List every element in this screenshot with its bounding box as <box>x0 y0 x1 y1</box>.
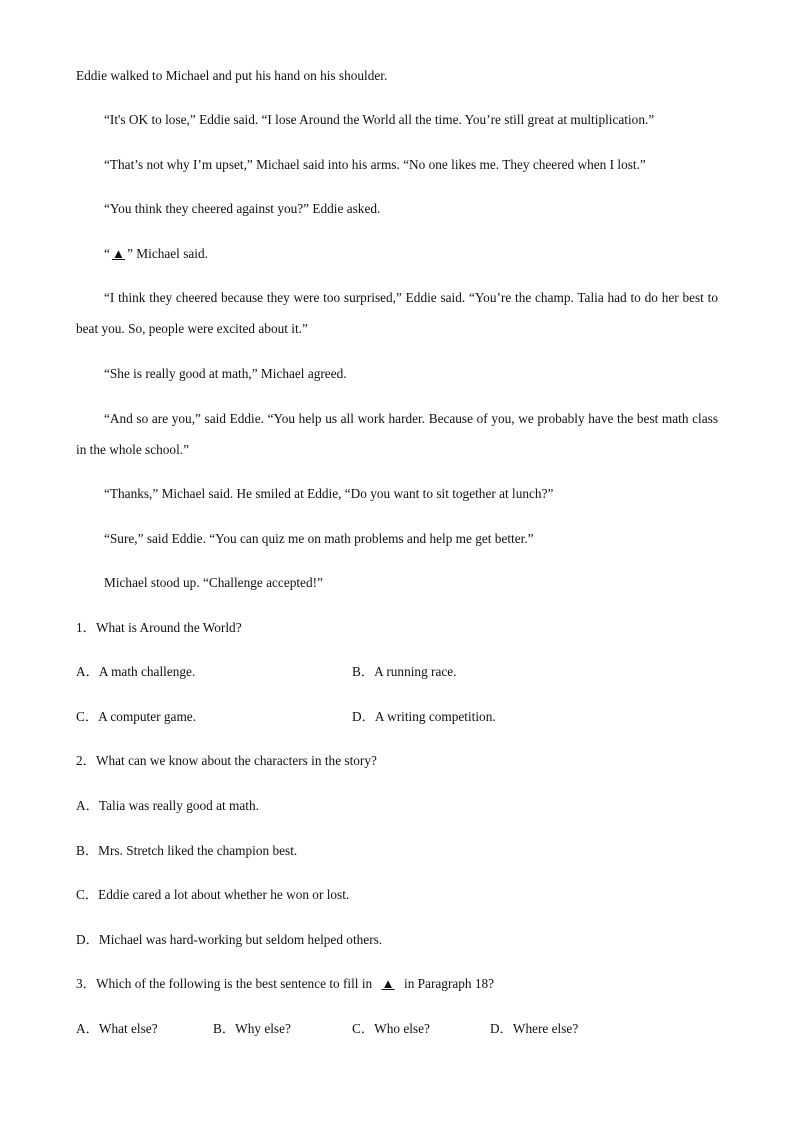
question-2-option-c[interactable]: C．Eddie cared a lot about whether he won or lost. <box>76 887 350 902</box>
quote-open: “ <box>104 246 110 261</box>
story-paragraph-1: Eddie walked to Michael and put his hand on his shoulder. <box>76 68 388 83</box>
question-1-stem: 1．What is Around the World? <box>76 620 242 635</box>
question-1-option-d[interactable]: D．A writing competition. <box>352 709 496 724</box>
story-paragraph-5 <box>104 246 208 262</box>
question-1-option-c[interactable]: C．A computer game. <box>76 709 197 724</box>
question-1-option-b[interactable]: B．A running race. <box>352 664 457 679</box>
story-paragraph-11: Michael stood up. “Challenge accepted!” <box>104 575 323 590</box>
story-paragraph-6: “I think they cheered because they were too surprised,” Eddie said. “You’re the champ. Talia had to do her best to beat you. So, people were excited about it.” <box>76 290 718 336</box>
question-3-stem-after: in Paragraph 18? <box>400 976 495 991</box>
story-paragraph-4: “You think they cheered against you?” Eddie asked. <box>104 201 381 216</box>
question-2-stem: 2．What can we know about the characters in the story? <box>76 753 377 768</box>
question-2-option-b[interactable]: B．Mrs. Stretch liked the champion best. <box>76 843 298 858</box>
story-paragraph-7: “She is really good at math,” Michael agreed. <box>104 366 347 381</box>
question-1-option-a[interactable]: A．A math challenge. <box>76 664 196 679</box>
story-paragraph-2: “It's OK to lose,” Eddie said. “I lose Around the World all the time. You’re still great at multiplication.” <box>104 112 655 127</box>
story-paragraph-10: “Sure,” said Eddie. “You can quiz me on math problems and help me get better.” <box>104 531 534 546</box>
question-3-option-b[interactable]: B．Why else? <box>213 1021 291 1036</box>
question-2-option-d[interactable]: D．Michael was hard-working but seldom helped others. <box>76 932 383 947</box>
story-paragraph-8: “And so are you,” said Eddie. “You help us all work harder. Because of you, we probably have the best math class in the whole school.” <box>76 411 718 457</box>
question-3-option-c[interactable]: C．Who else? <box>352 1021 430 1036</box>
story-paragraph-3: “That’s not why I’m upset,” Michael said into his arms. “No one likes me. They cheered when I lost.” <box>104 157 646 172</box>
fill-blank-marker: ▲ <box>111 246 126 261</box>
paragraph-5-rest: ” Michael said. <box>127 246 208 261</box>
question-3-stem <box>76 976 494 992</box>
question-2-option-a[interactable]: A．Talia was really good at math. <box>76 798 259 813</box>
question-3-option-d[interactable]: D．Where else? <box>490 1021 579 1036</box>
question-3-option-a[interactable]: A．What else? <box>76 1021 158 1036</box>
story-paragraph-9: “Thanks,” Michael said. He smiled at Eddie, “Do you want to sit together at lunch?” <box>104 486 554 501</box>
question-3-stem-before: 3．Which of the following is the best sentence to fill in <box>76 976 376 991</box>
fill-blank-marker: ▲ <box>381 976 395 991</box>
